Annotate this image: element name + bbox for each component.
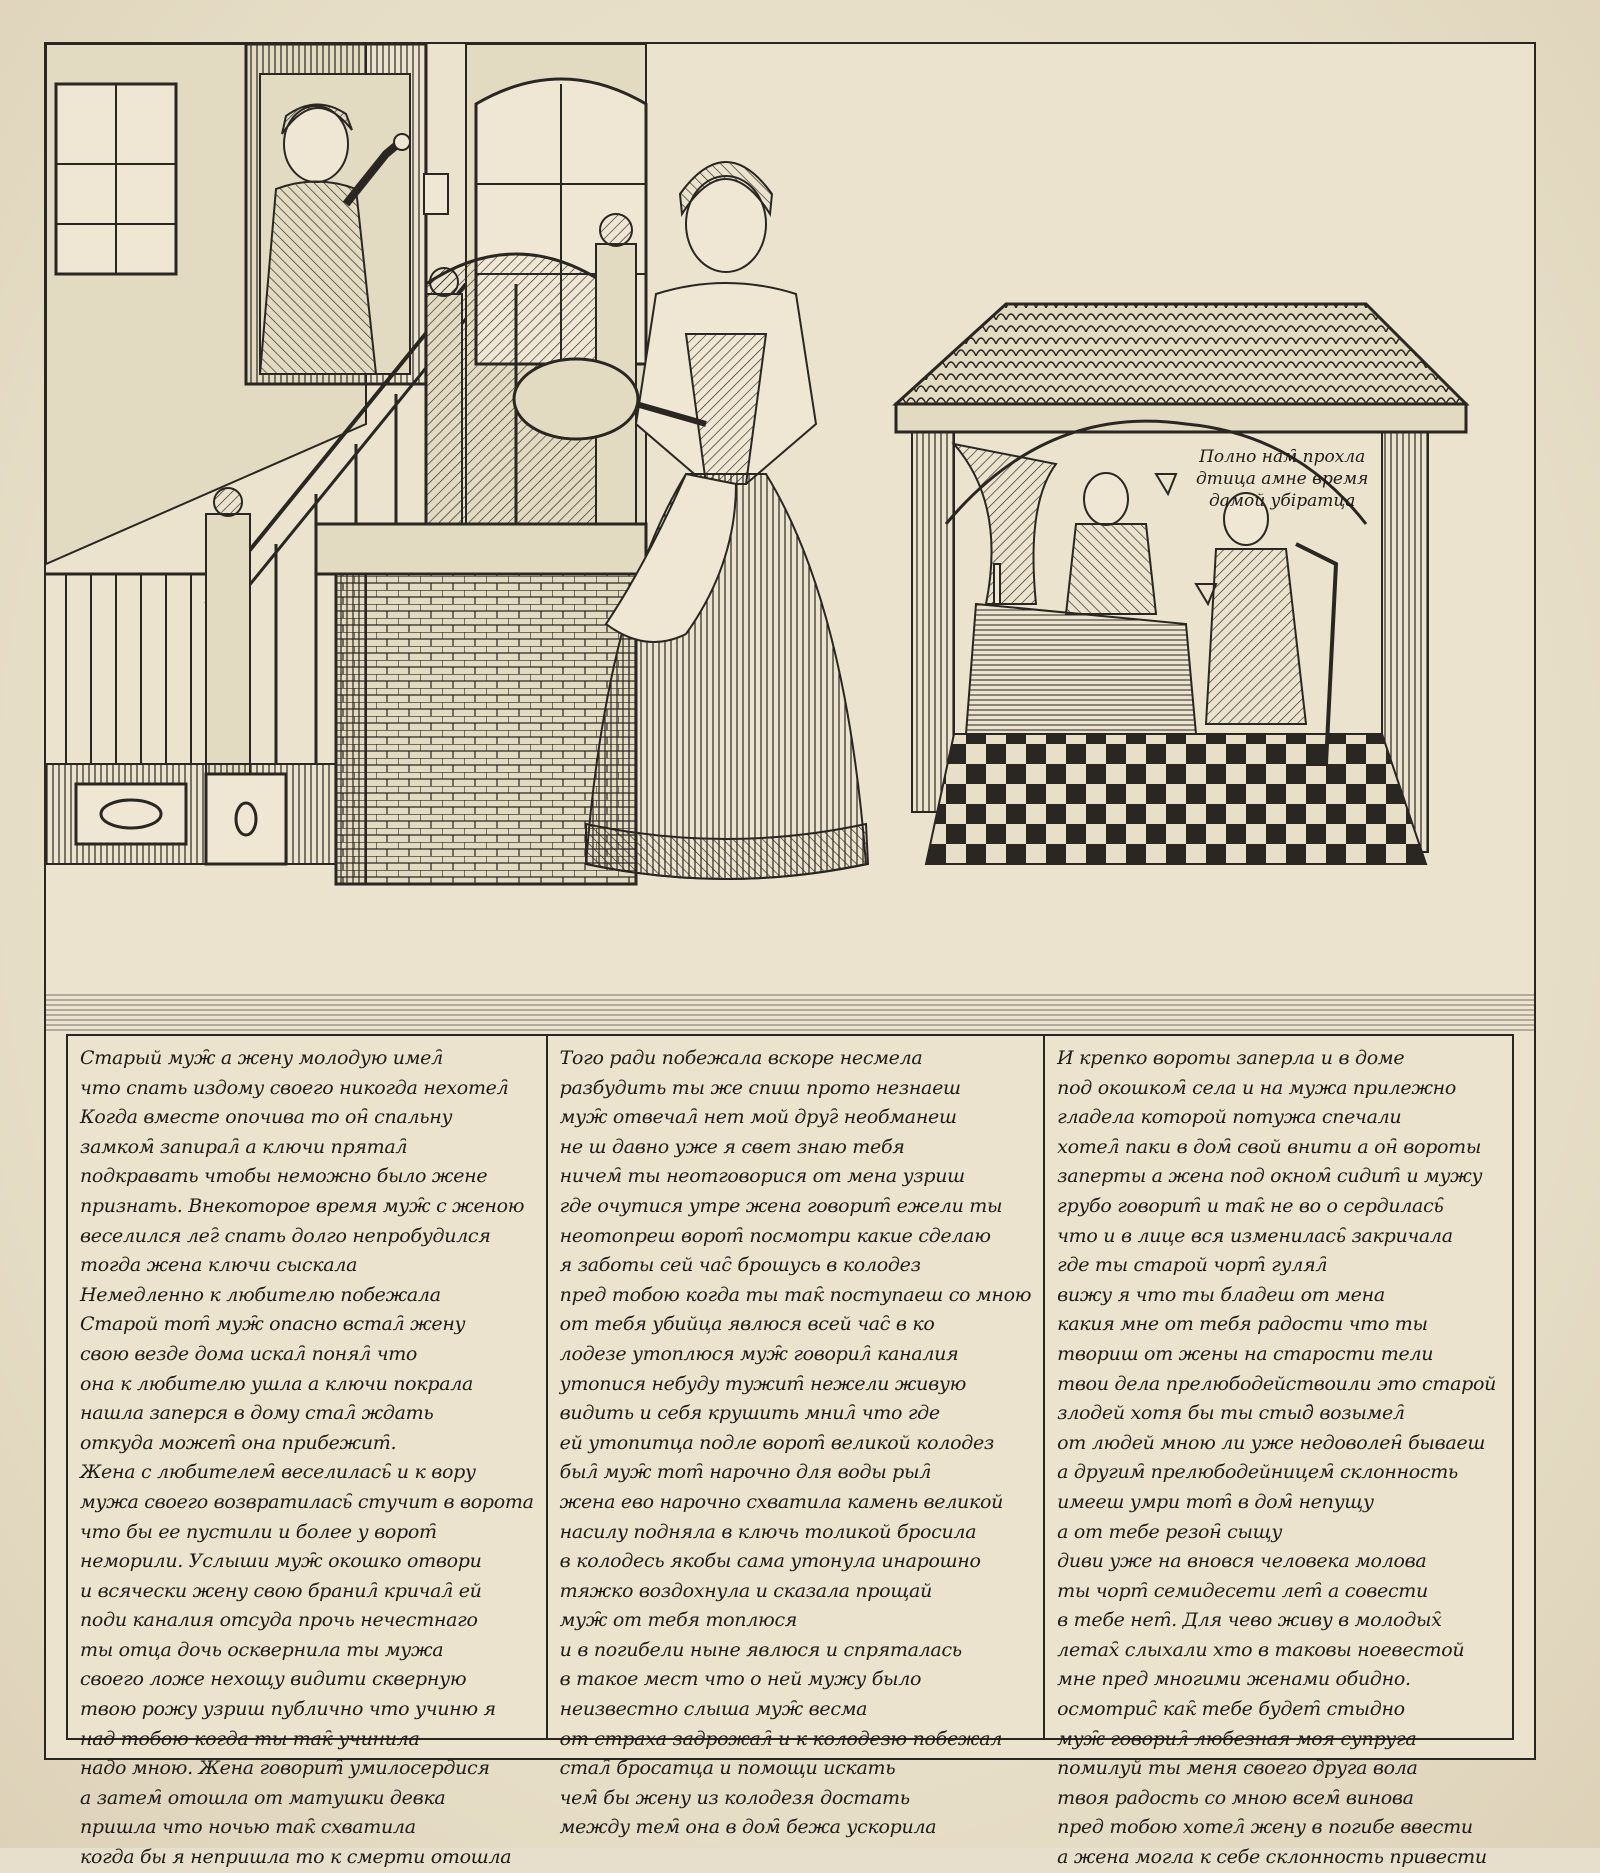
text-line: и всячески жену свою бранил̑ кричал̑ ей xyxy=(80,1579,482,1602)
speech-line: дамой убiратца xyxy=(1208,491,1356,511)
text-line: свою везде дома искал̑ понял̑ что xyxy=(80,1342,418,1365)
text-line: а жена могла к себе склонность привести xyxy=(1057,1846,1487,1869)
text-line: пред тобою когда ты так̑ поступаеш со мною xyxy=(559,1283,1032,1306)
text-line: тяжко воздохнула и сказала прощай xyxy=(559,1579,933,1602)
text-line: ты отца дочь осквернила ты мужа xyxy=(80,1638,444,1661)
text-line: что спать издому своего никогда нехотел̑ xyxy=(80,1076,509,1099)
text-line: пришла что ночью так̑ схватила xyxy=(80,1816,416,1839)
text-line: имееш умри тот̑ в дом̑ непущу xyxy=(1057,1490,1374,1513)
text-line: от тебя убийца явлюся всей час̑ в ко xyxy=(559,1313,935,1336)
speech-line: Полно нам̑ прохла xyxy=(1199,447,1366,467)
text-line: мне пред многими женами обидно. xyxy=(1057,1668,1411,1691)
text-line: помилуй ты меня своего друга вола xyxy=(1057,1757,1418,1780)
text-line: от страха задрожал̑ и к колодезю побежал xyxy=(559,1727,1003,1750)
text-column-3 xyxy=(1043,1036,1512,1869)
text-line: она к любителю ушла а ключи покрала xyxy=(80,1372,474,1395)
text-line: мужа своего возвратилась̑ стучит в ворота xyxy=(80,1490,534,1513)
text-line: а затем̑ отошла от матушки девка xyxy=(80,1786,446,1809)
text-line: твоя радость со мною всем̑ винова xyxy=(1057,1786,1414,1809)
text-line: насилу подняла в ключь толикой бросила xyxy=(559,1520,977,1543)
speech-line: дтица амне время xyxy=(1196,469,1369,489)
text-line: Старой тот̑ муж̑ опасно встал̑ жену xyxy=(80,1313,466,1336)
text-line: над тобою когда ты так̑ учинила xyxy=(80,1727,420,1750)
text-line: твою рожу узриш публично что учиню я xyxy=(80,1698,496,1721)
speech-bubble-text xyxy=(1196,446,1368,512)
text-line: вижу я что ты бладеш от мена xyxy=(1057,1283,1385,1306)
text-line: муж̑ от тебя топлюся xyxy=(559,1609,798,1632)
text-line: пред тобою хотел̑ жену в погибе ввести xyxy=(1057,1816,1473,1839)
text-line: нашла заперся в дому стал̑ ждать xyxy=(80,1402,434,1425)
text-line: Старый муж̑ а жену молодую имел̑ xyxy=(80,1047,443,1069)
text-line: какия мне от тебя радости что ты xyxy=(1057,1313,1428,1336)
text-line: ей утопитца подле ворот̑ великой колодез xyxy=(559,1431,994,1454)
text-line: неизвестно слыша муж̑ весма xyxy=(559,1698,868,1721)
text-line: в колодесь якобы сама утонула инарошно xyxy=(559,1550,981,1573)
text-line: хотел̑ паки в дом̑ свой внити а он̑ вороты xyxy=(1057,1135,1482,1158)
text-line: своего ложе нехощу видити скверную xyxy=(80,1668,467,1691)
text-line: диви уже на вновся человека молова xyxy=(1057,1550,1427,1573)
text-line: где ты старой чорт̑ гулял̑ xyxy=(1057,1254,1328,1277)
text-line: грубо говорит̑ и так̑ не во о сердилась̑ xyxy=(1057,1194,1444,1217)
text-line: в тебе нет̑. Для чево живу в молодых̑ xyxy=(1057,1609,1442,1632)
text-line: тогда жена ключи сыскала xyxy=(80,1254,358,1277)
text-line: когда бы я непришла то к смерти отошла xyxy=(80,1846,512,1869)
text-line: Жена с любителем̑ веселилась̑ и к вору xyxy=(80,1461,476,1484)
text-line: между тем̑ она в дом̑ бежа ускорила xyxy=(559,1816,937,1839)
text-line: Немедленно к любителю побежала xyxy=(80,1283,441,1306)
text-line: жена ево нарочно схватила камень великой xyxy=(559,1490,1004,1513)
text-line: неморили. Услыши муж̑ окошко отвори xyxy=(80,1550,482,1573)
text-line: в такое мест что о ней мужу было xyxy=(559,1668,922,1691)
text-line: а другим̑ прелюбодейницем̑ склонность xyxy=(1057,1461,1458,1484)
text-line: лодезе утоплюся муж̑ говорил̑ каналия xyxy=(559,1342,959,1365)
text-line: муж̑ говорил̑ любезная моя супруга xyxy=(1057,1727,1417,1750)
text-line: летах̑ слыхали хто в таковы ноевестой xyxy=(1057,1638,1465,1661)
text-line: злодей хотя бы ты стыд̑ возымел̑ xyxy=(1057,1402,1405,1425)
text-line: был̑ муж̑ тот̑ нарочно для воды рыл̑ xyxy=(559,1461,931,1484)
text-line: и в погибели ныне явлюся и спряталась xyxy=(559,1638,962,1661)
text-line: где очутися утре жена говорит̑ ежели ты xyxy=(559,1194,1003,1217)
text-line: утопися небуду тужит̑ нежели живую xyxy=(559,1372,966,1395)
text-line: поди каналия отсуда прочь нечестнаго xyxy=(80,1609,478,1632)
text-line: ничем̑ ты неотговорися от мена узриш xyxy=(559,1165,965,1188)
text-line: подкравать чтобы неможно было жене xyxy=(80,1165,488,1188)
text-line: твои дела прелюбодействоили это старой xyxy=(1057,1372,1497,1395)
text-line: замком̑ запирал̑ а ключи прятал̑ xyxy=(80,1135,408,1158)
text-line: от людей мною ли уже недоволен̑ бываеш xyxy=(1057,1431,1486,1454)
text-line: заперты а жена под окном̑ сидит̑ и мужу xyxy=(1057,1165,1483,1188)
text-line: что и в лице вся изменилась̑ закричала xyxy=(1057,1224,1453,1247)
text-line: веселился лег̑ спать долго непробудился xyxy=(80,1224,491,1247)
text-line: муж̑ отвечал̑ нет мой друг̑ необманеш xyxy=(559,1106,957,1129)
text-column-2 xyxy=(546,1036,1044,1839)
text-column-1 xyxy=(68,1036,546,1869)
engraving-illustration xyxy=(46,44,1534,1032)
text-line: стал̑ бросатца и помощи искать xyxy=(559,1757,896,1780)
text-line: под окошком̑ села и на мужа прилежно xyxy=(1057,1076,1456,1099)
text-line: ты чорт̑ семидесети лет̑ а совести xyxy=(1057,1579,1428,1602)
text-line: а от тебе резон̑ сыщу xyxy=(1057,1520,1283,1543)
text-line: признать. Внекоторое время муж̑ с женою xyxy=(80,1194,525,1217)
text-line: Того ради побежала вскоре несмела xyxy=(559,1047,923,1069)
text-line: неотопреш ворот̑ посмотри какие сделаю xyxy=(559,1224,991,1247)
text-line: гладела которой потужа спечали xyxy=(1057,1106,1402,1129)
text-line: Когда вместе опочива то он̑ спальну xyxy=(80,1106,453,1129)
text-line: разбудить ты же спиш прото незнаеш xyxy=(559,1076,961,1099)
text-line: откуда может̑ она прибежит̑. xyxy=(80,1431,397,1454)
text-line: осмотрис̑ как̑ тебе будет̑ стыдно xyxy=(1057,1698,1405,1721)
text-line: я заботы сей час̑ брошусь в колодез xyxy=(559,1254,921,1277)
verse-text-panel xyxy=(66,1034,1514,1869)
text-line: видить и себя крушить мнил̑ что где xyxy=(559,1402,940,1425)
text-line: чем̑ бы жену из колодезя достать xyxy=(559,1786,910,1809)
text-line: что бы ее пустили и более у ворот̑ xyxy=(80,1520,437,1543)
text-line: И крепко вороты заперла и в доме xyxy=(1057,1047,1405,1069)
text-line: надо мною. Жена говорит̑ умилосердися xyxy=(80,1757,490,1780)
text-line: не ш давно уже я свет знаю тебя xyxy=(559,1135,905,1158)
text-line: твориш от жены на старости тели xyxy=(1057,1342,1434,1365)
